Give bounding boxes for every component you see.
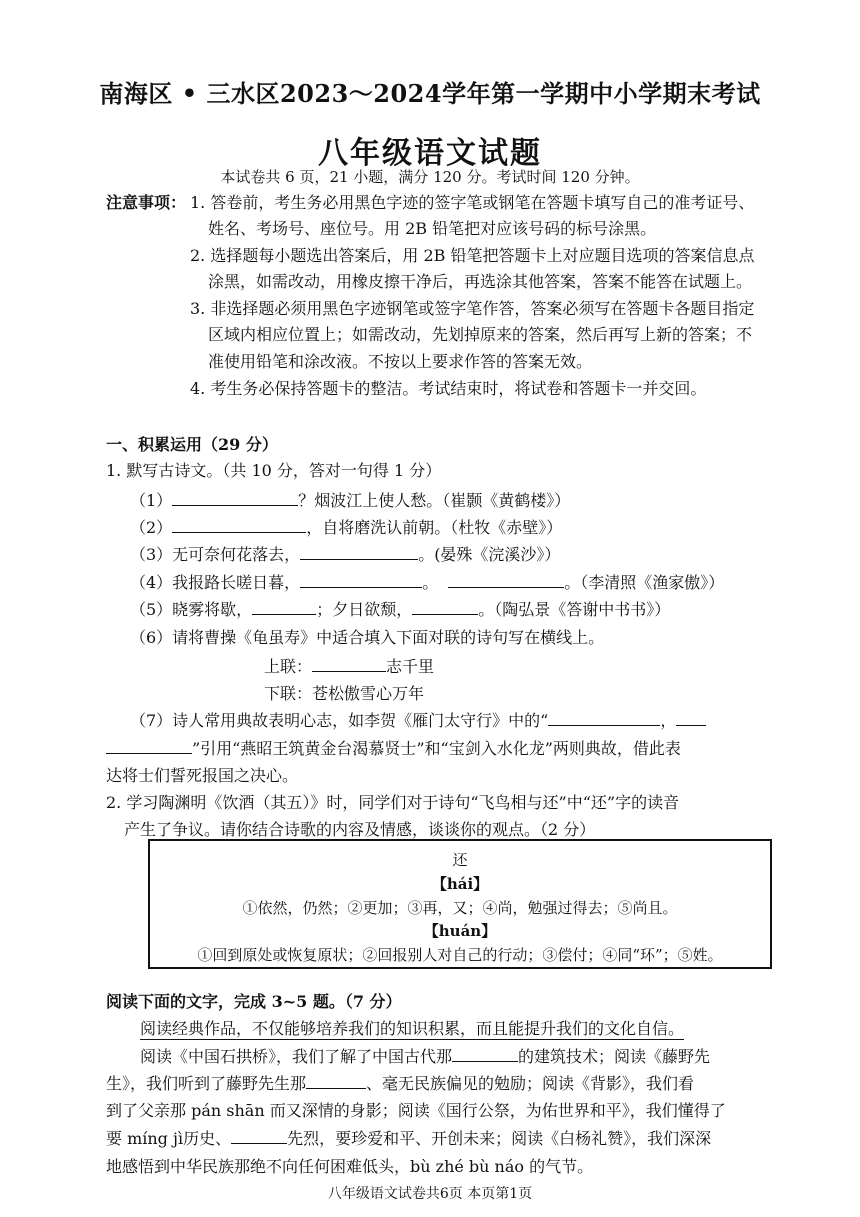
answer-blank[interactable]	[172, 491, 298, 506]
q1-item-3: （3）无可奈何花落去， 。(晏殊《浣溪沙》）	[130, 545, 561, 564]
note-line: 2. 选择题每小题选出答案后，用 2B 铅笔把答题卡上对应题目选项的答案信息点	[190, 246, 755, 265]
page-footer: 八年级语文试卷共6页 本页第1页	[327, 1186, 533, 1202]
question-1-stem: 1. 默写古诗文。（共 10 分，答对一句得 1 分）	[106, 461, 442, 480]
dict-def-huan: ①回到原处或恢复原状；②回报别人对自己的行动；③偿付；④同“环”；⑤姓。	[197, 946, 723, 964]
note-line: 涂黑，如需改动，用橡皮擦干净后，再选涂其他答案，答案不能答在试题上。	[208, 272, 753, 291]
reading-line: 生》，我们听到了藤野先生那 、毫无民族偏见的勉励；阅读《背影》，我们看	[106, 1074, 695, 1093]
reading-line: 阅读《中国石拱桥》，我们了解了中国古代那 的建筑技术；阅读《藤野先	[140, 1047, 711, 1066]
answer-blank[interactable]	[106, 739, 192, 754]
dict-char: 还	[452, 851, 468, 869]
q1-item-1: （1） ？烟波江上使人愁。（崔颢《黄鹤楼》）	[130, 491, 571, 510]
note-line: 3. 非选择题必须用黑色字迹钢笔或签字笔作答，答案必须写在答题卡各题目指定	[190, 299, 755, 318]
dictionary-box	[148, 839, 772, 969]
answer-blank[interactable]	[172, 518, 306, 533]
question-2-line1: 2. 学习陶渊明《饮酒（其五）》时，同学们对于诗句“飞鸟相与还”中“还”字的读音	[106, 793, 680, 812]
section-title: 一、积累运用（29 分）	[106, 435, 278, 454]
q1-item-7-line3: 达将士们誓死报国之决心。	[106, 766, 299, 785]
note-line: 1. 答卷前，考生务必用黑色字迹的签字笔或钢笔在答题卡填写自己的准考证号、	[190, 193, 755, 212]
exam-title: 南海区 • 三水区2023～2024学年第一学期中小学期末考试	[99, 79, 761, 108]
question-2-line2: 产生了争议。请你结合诗歌的内容及情感，谈谈你的观点。（2 分）	[124, 820, 596, 839]
reading-line: 要 míng jì历史、 先烈，要珍爱和平、开创未来；阅读《白杨礼赞》，我们深深	[106, 1129, 712, 1148]
dict-pinyin-hai: 【hái】	[431, 875, 489, 893]
answer-blank[interactable]	[306, 1074, 366, 1089]
note-line: 4. 考生务必保持答题卡的整洁。考试结束时，将试卷和答题卡一并交回。	[190, 379, 707, 398]
answer-blank[interactable]	[548, 711, 660, 726]
q1-item-6: （6）请将曹操《龟虽寿》中适合填入下面对联的诗句写在横线上。	[130, 628, 605, 647]
answer-blank[interactable]	[676, 711, 706, 726]
q1-item-5: （5）晓雾将歇， ；夕日欲颓， 。（陶弘景《答谢中书书》）	[130, 600, 671, 619]
answer-blank[interactable]	[300, 573, 422, 588]
couplet-lower: 下联：苍松傲雪心万年	[264, 684, 425, 703]
reading-line: 地感悟到中华民族那绝不向任何困难低头，bù zhé bù náo 的气节。	[106, 1157, 594, 1176]
q1-item-7: （7）诗人常用典故表明心志，如李贺《雁门太守行》中的“ ，	[130, 708, 706, 731]
notes-label: 注意事项：	[106, 193, 187, 212]
dict-def-hai: ①依然，仍然；②更加；③再，又；④尚，勉强过得去；⑤尚且。	[242, 899, 678, 917]
answer-blank[interactable]	[452, 1047, 518, 1062]
q1-item-7-line2: ”引用“燕昭王筑黄金台渴慕贤士”和“宝剑入水化龙”两则典故，借此表	[106, 736, 681, 759]
reading-line: 阅读经典作品，不仅能够培养我们的知识积累，而且能提升我们的文化自信。	[140, 1019, 685, 1038]
paper-title: 八年级语文试题	[318, 136, 542, 171]
answer-blank[interactable]	[300, 545, 418, 560]
q1-item-2: （2） ，自将磨洗认前朝。（杜牧《赤壁》）	[130, 518, 563, 537]
couplet-upper: 上联： 志千里	[264, 657, 435, 676]
note-line: 区域内相应位置上；如需改动，先划掉原来的答案，然后再写上新的答案；不	[208, 325, 753, 344]
answer-blank[interactable]	[252, 600, 316, 615]
dict-pinyin-huan: 【huán】	[423, 922, 497, 940]
answer-blank[interactable]	[231, 1129, 287, 1144]
answer-blank[interactable]	[448, 573, 564, 588]
reading-intro: 阅读下面的文字，完成 3~5 题。（7 分）	[106, 992, 402, 1011]
note-line: 准使用铅笔和涂改液。不按以上要求作答的答案无效。	[208, 352, 593, 371]
q1-item-4: （4）我报路长嗟日暮， 。 。（李清照《渔家傲》）	[130, 573, 725, 592]
answer-blank[interactable]	[312, 657, 386, 672]
reading-line: 到了父亲那 pán shān 而又深情的身影；阅读《国行公祭，为佑世界和平》，我们懂得了	[106, 1101, 726, 1120]
exam-info: 本试卷共 6 页，21 小题，满分 120 分。考试时间 120 分钟。	[220, 168, 640, 186]
answer-blank[interactable]	[412, 600, 478, 615]
note-line: 姓名、考场号、座位号。用 2B 铅笔把对应该号码的标号涂黑。	[208, 219, 657, 238]
